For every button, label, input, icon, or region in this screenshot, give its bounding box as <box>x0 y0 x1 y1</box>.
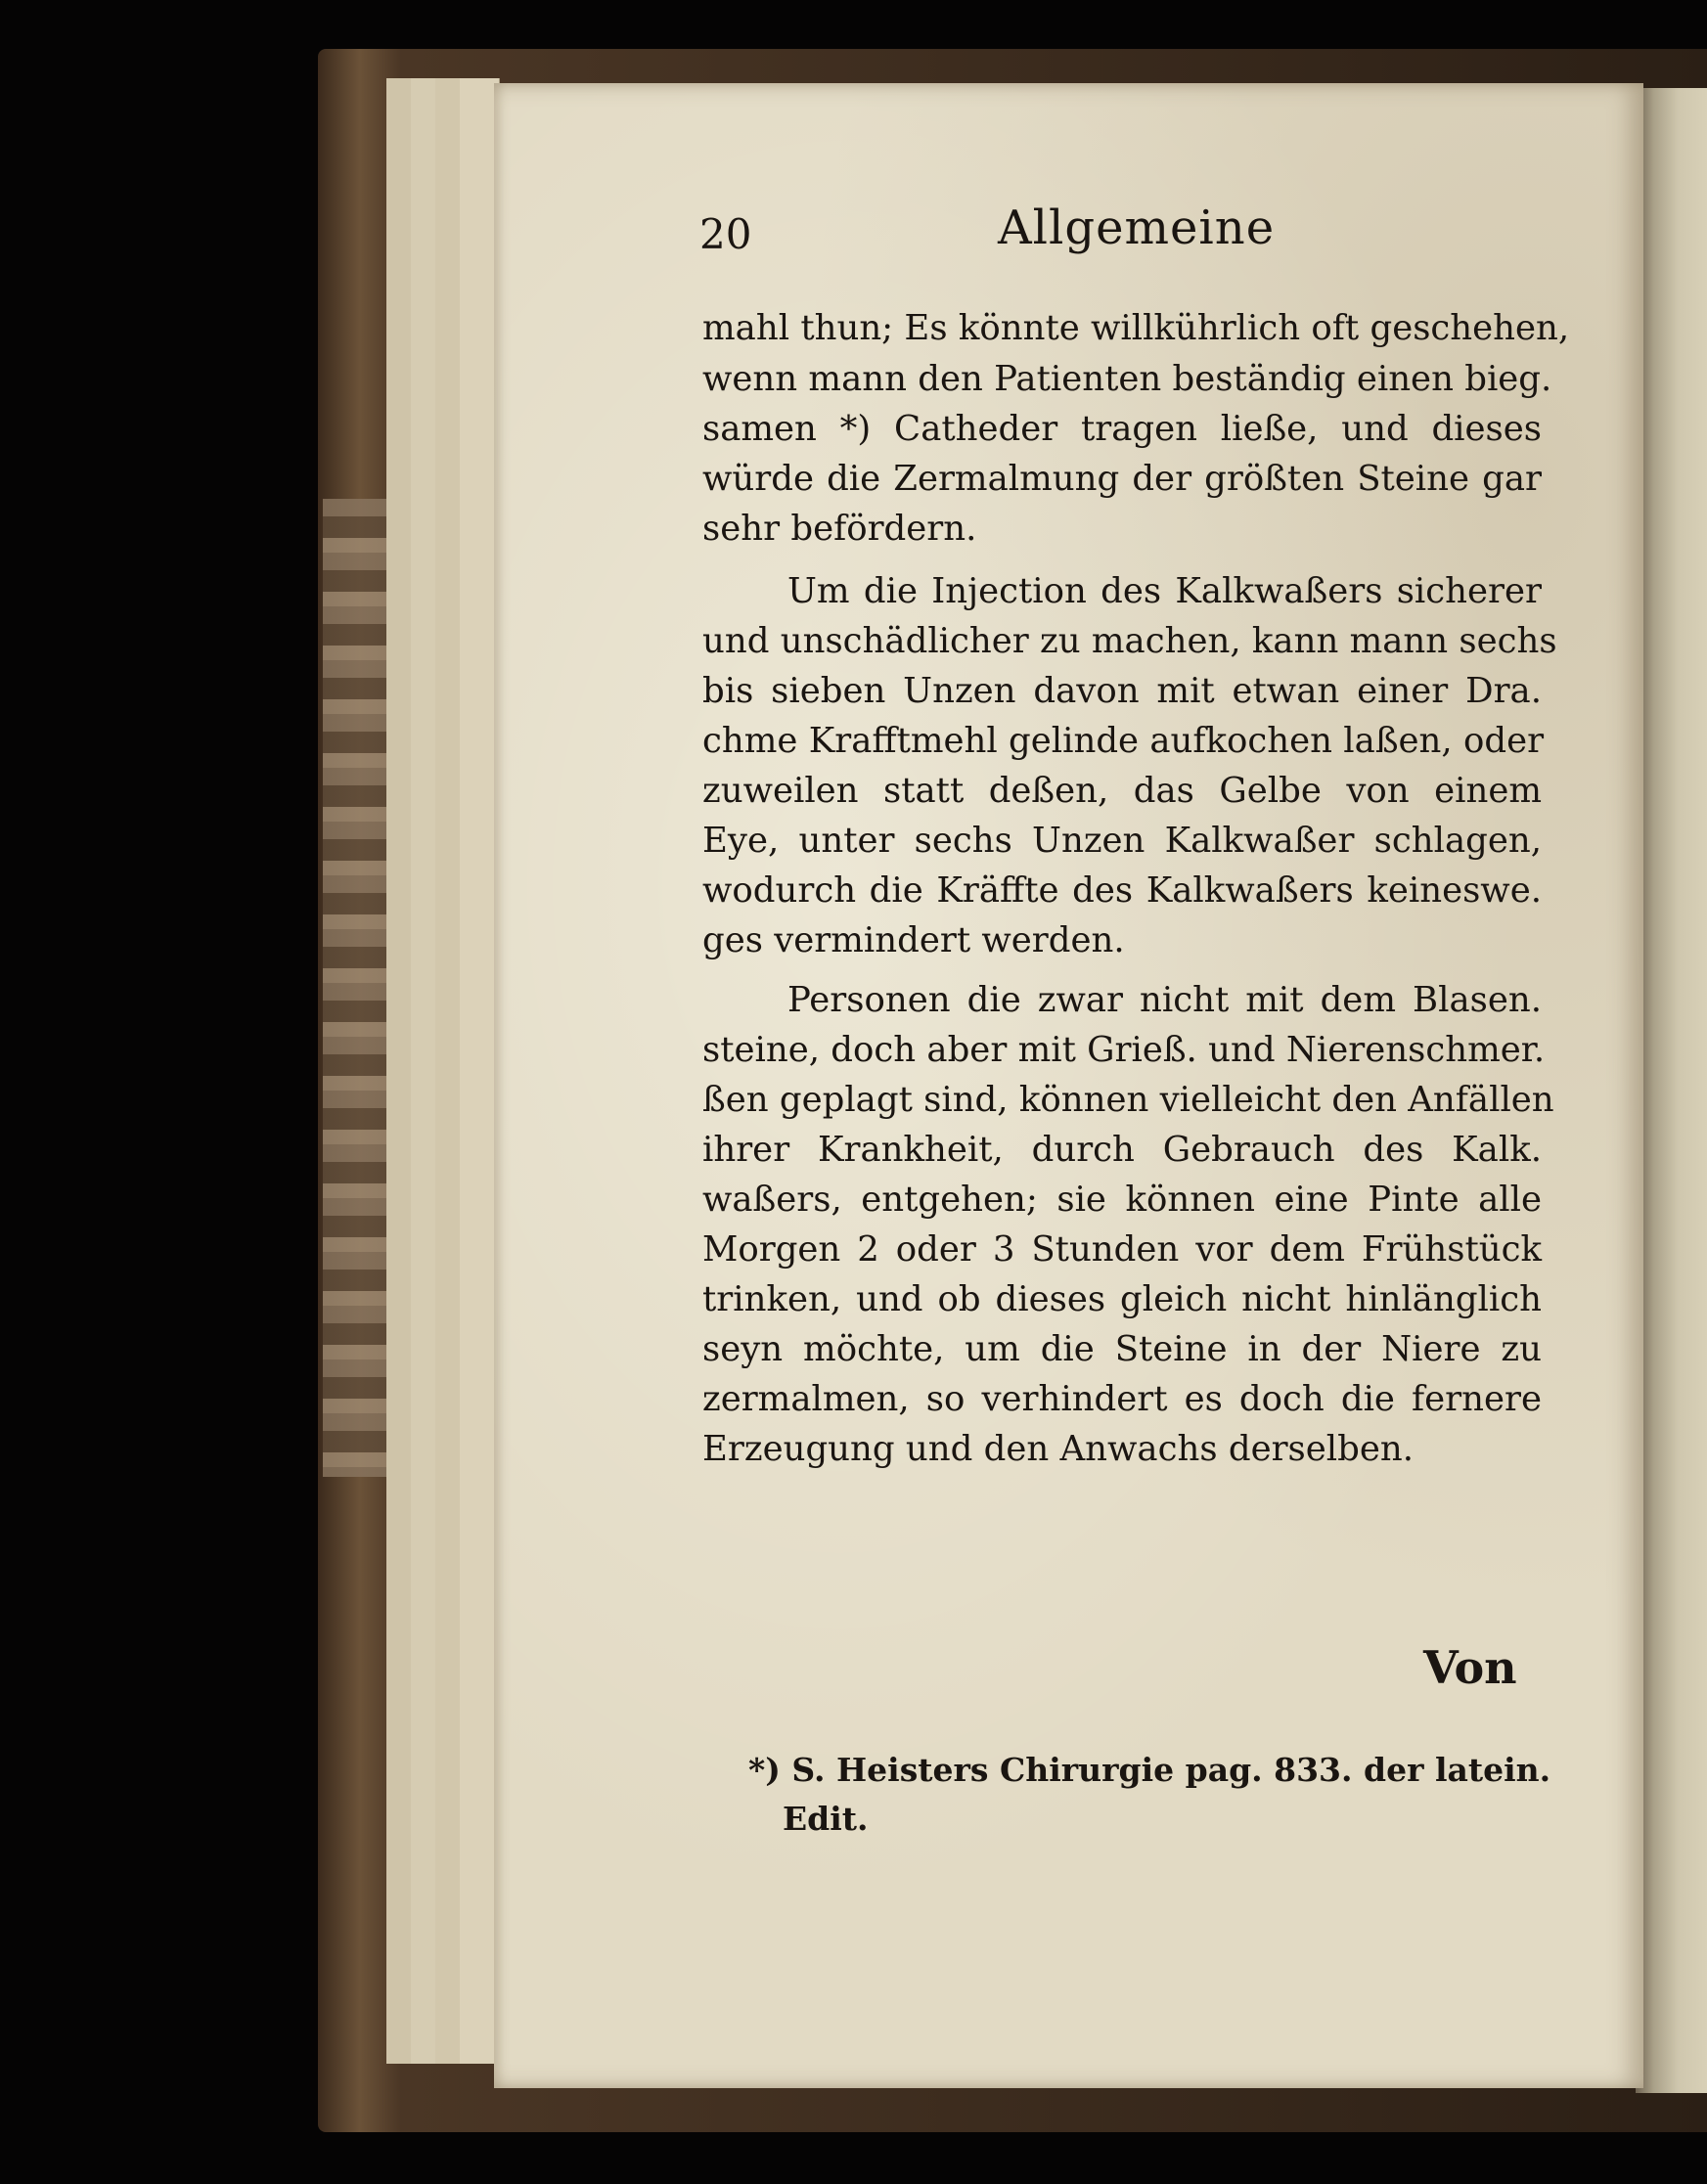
text-line: ihrer Krankheit, durch Gebrauch des Kalk. <box>702 1130 1542 1170</box>
text-line: mahl thun; Es könnte willkührlich oft geschehen, <box>702 308 1570 348</box>
text-line: und unschädlicher zu machen, kann mann sechs <box>702 621 1557 661</box>
facing-page-edge <box>1636 88 1707 2093</box>
text-line: Morgen 2 oder 3 Stunden vor dem Frühstück <box>702 1229 1542 1270</box>
text-line: waßers, entgehen; sie können eine Pinte alle <box>702 1180 1542 1220</box>
text-line: würde die Zermalmung der größten Steine gar <box>702 459 1542 499</box>
text-line: wodurch die Kräffte des Kalkwaßers keineswe. <box>702 870 1542 911</box>
text-line: sehr befördern. <box>702 509 977 549</box>
text-line: steine, doch aber mit Grieß. und Nierenschmer. <box>702 1030 1546 1070</box>
text-line: bis sieben Unzen davon mit etwan einer Dra. <box>702 671 1542 711</box>
catchword: Von <box>1423 1641 1517 1694</box>
text-line: zermalmen, so verhindert es doch die fernere <box>702 1379 1542 1419</box>
text-line: wenn mann den Patienten beständig einen bieg. <box>702 359 1552 399</box>
text-line: Erzeugung und den Anwachs derselben. <box>702 1429 1415 1469</box>
text-line: Personen die zwar nicht mit dem Blasen. <box>787 980 1542 1020</box>
text-line: samen *) Catheder tragen ließe, und dieses <box>702 409 1542 449</box>
text-line: chme Krafftmehl gelinde aufkochen laßen, oder <box>702 721 1545 761</box>
text-line: zuweilen statt deßen, das Gelbe von einem <box>702 771 1542 811</box>
text-line: seyn möchte, um die Steine in der Niere zu <box>702 1329 1542 1369</box>
running-head: Allgemeine <box>998 201 1276 255</box>
text-line: ßen geplagt sind, können vielleicht den Anfällen <box>702 1080 1554 1120</box>
cover-worn-edge <box>323 499 391 1477</box>
text-line: ges vermindert werden. <box>702 920 1125 960</box>
footnote-line: Edit. <box>783 1800 869 1838</box>
page-number: 20 <box>699 210 752 258</box>
text-line: trinken, und ob dieses gleich nicht hinlänglich <box>702 1279 1542 1319</box>
text-line: Eye, unter sechs Unzen Kalkwaßer schlagen, <box>702 821 1542 861</box>
footnote-line: *) S. Heisters Chirurgie pag. 833. der latein. <box>748 1751 1551 1789</box>
text-line: Um die Injection des Kalkwaßers sicherer <box>787 571 1542 611</box>
